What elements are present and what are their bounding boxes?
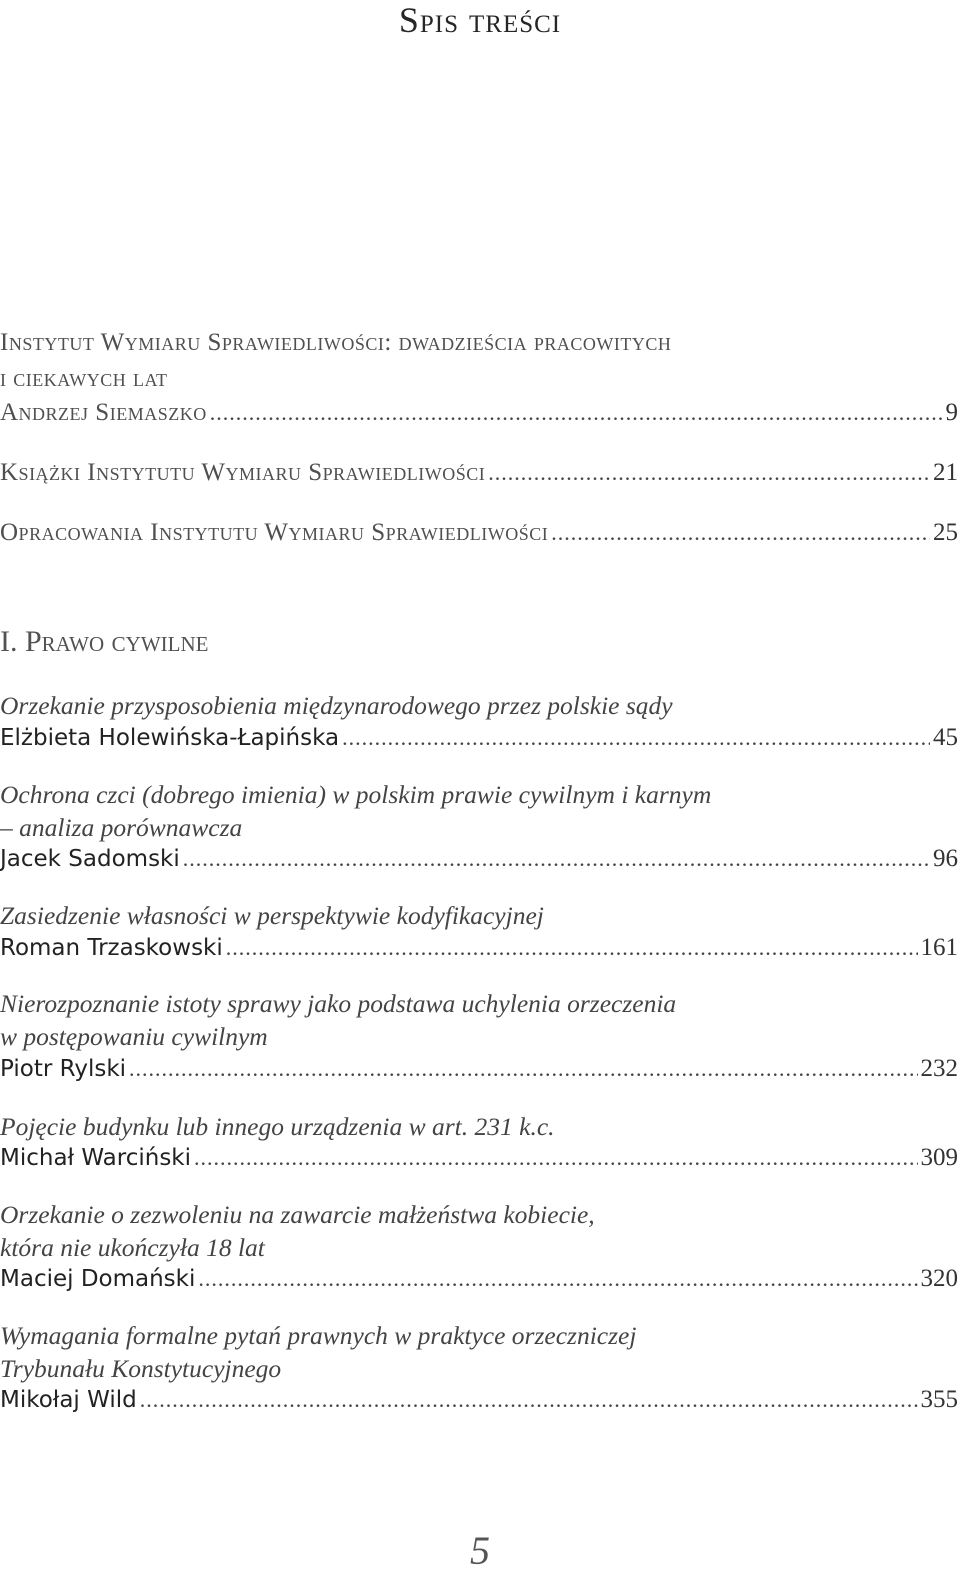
page-number: 5 xyxy=(470,1528,490,1573)
toc-entry-author: Piotr Rylski xyxy=(0,1056,127,1082)
toc-page-number: 45 xyxy=(933,724,958,751)
toc-entry-title-line: – analiza porównawcza xyxy=(0,813,243,842)
toc-entry-author: Roman Trzaskowski xyxy=(0,935,223,961)
leader-dots xyxy=(488,456,930,490)
toc-entry-title-line: Trybunału Konstytucyjnego xyxy=(0,1354,282,1383)
toc-entry-author: Andrzej Siemaszko xyxy=(0,399,207,426)
leader-dots xyxy=(140,1384,918,1416)
toc-entry-row[interactable] xyxy=(0,1053,958,1085)
toc-entry-title-line: Pojęcie budynku lub innego urządzenia w art. 231 k.c. xyxy=(0,1112,555,1141)
toc-entry-title-line: Orzekanie przysposobienia międzynarodowego przez polskie sądy xyxy=(0,691,673,720)
toc-entry-author: Jacek Sadomski xyxy=(0,846,180,872)
toc-entry-row[interactable] xyxy=(0,722,958,754)
leader-dots xyxy=(226,932,918,964)
leader-dots xyxy=(129,1053,917,1085)
toc-page-number: 25 xyxy=(933,519,958,546)
leader-dots xyxy=(210,396,943,430)
toc-page-number: 232 xyxy=(920,1055,958,1082)
toc-entry-title-line: Ochrona czci (dobrego imienia) w polskim prawie cywilnym i karnym xyxy=(0,780,712,809)
toc-entry-row[interactable] xyxy=(0,932,958,964)
toc-page-number: 161 xyxy=(920,934,958,961)
toc-entry-title: Książki Instytutu Wymiaru Sprawiedliwości xyxy=(0,459,486,486)
toc-page-number: 355 xyxy=(920,1386,958,1413)
leader-dots xyxy=(183,843,930,875)
page-title: Spis treści xyxy=(398,0,562,40)
leader-dots xyxy=(194,1142,917,1174)
section-title: I. Prawo cywilne xyxy=(0,625,209,658)
toc-entry-row[interactable] xyxy=(0,843,958,875)
toc-entry-title-line: Wymagania formalne pytań prawnych w praktyce orzeczniczej xyxy=(0,1321,637,1350)
toc-page-number: 96 xyxy=(933,845,958,872)
toc-entry-title-line: Instytut Wymiaru Sprawiedliwości: dwadzieścia pracowitych xyxy=(0,329,672,356)
toc-entry-row[interactable] xyxy=(0,1384,958,1416)
toc-entry-row[interactable] xyxy=(0,396,958,430)
toc-entry-title-line: która nie ukończyła 18 lat xyxy=(0,1233,265,1262)
toc-page-number: 21 xyxy=(933,459,958,486)
leader-dots xyxy=(198,1263,917,1295)
toc-entry-title-line: Nierozpoznanie istoty sprawy jako podstawa uchylenia orzeczenia xyxy=(0,989,677,1018)
toc-entry-row[interactable] xyxy=(0,516,958,550)
toc-entry-author: Maciej Domański xyxy=(0,1266,196,1292)
toc-page-number: 320 xyxy=(920,1265,958,1292)
leader-dots xyxy=(551,516,930,550)
toc-entry-author: Elżbieta Holewińska-Łapińska xyxy=(0,725,340,751)
toc-entry-title-line: i ciekawych lat xyxy=(0,365,168,392)
toc-page-number: 309 xyxy=(920,1144,958,1171)
toc-entry-row[interactable] xyxy=(0,1263,958,1295)
toc-page-number: 9 xyxy=(945,399,958,426)
toc-entry-author: Michał Warciński xyxy=(0,1145,192,1171)
toc-entry-title-line: Orzekanie o zezwoleniu na zawarcie małżeństwa kobiecie, xyxy=(0,1200,595,1229)
toc-entry-title: Opracowania Instytutu Wymiaru Sprawiedliwości xyxy=(0,519,549,546)
toc-entry-title-line: Zasiedzenie własności w perspektywie kodyfikacyjnej xyxy=(0,901,544,930)
toc-entry-author: Mikołaj Wild xyxy=(0,1387,137,1413)
toc-entry-title-line: w postępowaniu cywilnym xyxy=(0,1022,268,1051)
toc-entry-row[interactable] xyxy=(0,1142,958,1174)
leader-dots xyxy=(342,722,930,754)
toc-entry-row[interactable] xyxy=(0,456,958,490)
